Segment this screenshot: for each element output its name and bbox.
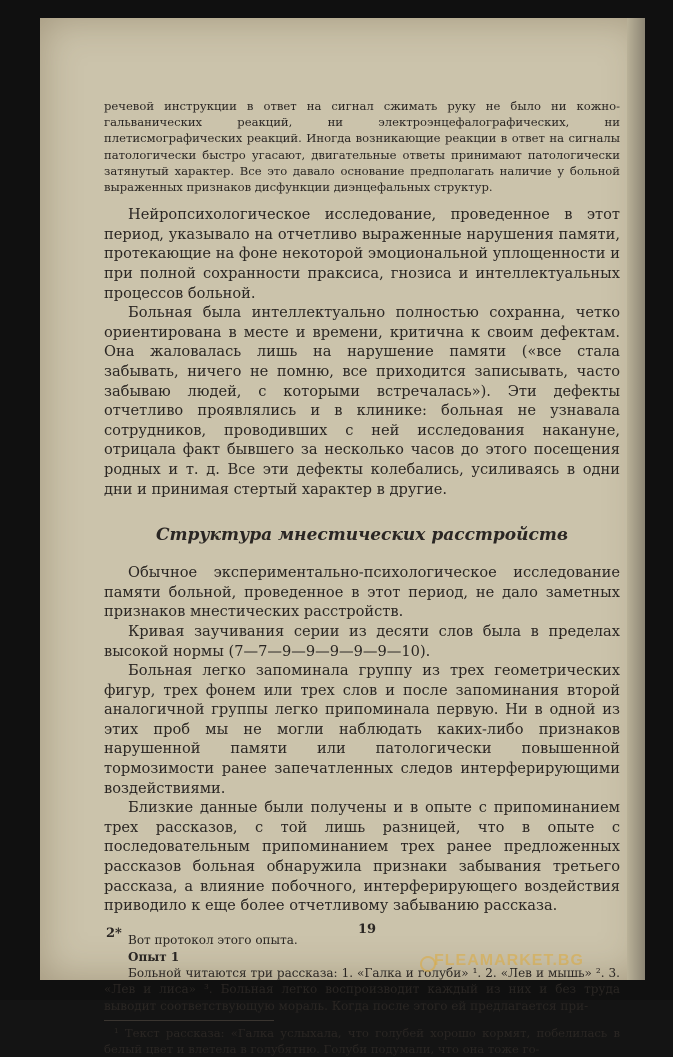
page-edge [627, 18, 645, 980]
watermark: FLEAMARKET.BG [434, 952, 584, 969]
experiment-title: Опыт 1 [128, 949, 180, 964]
paragraph-exam: Обычное экспериментально-психологическое исследование памяти больной, проведенное в этот период, не дало заметных признаков мнестических расстройств. [104, 564, 620, 621]
paragraph-curve: Кривая заучивания серии из десяти слов была в пределах высокой нормы (7—7—9—9—9—9—9—10). [104, 622, 620, 660]
top-paragraph: речевой инструкции в ответ на сигнал сжимать руку не было ни кожно-гальванических реакций, ни электроэнцефалографических, ни плетисмографических реакций. Иногда возникающие реакции в ответ на сигналы патологически быстро угасают, двигательные ответы принимают патологически затянутый характер. Все это давало основание предполагать наличие у больной выраженных признаков дисфункции диэнцефальных структур. [104, 99, 620, 195]
experiment-text: Больной читаются три рассказа: 1. «Галка и голуби» ¹. 2. «Лев и мышь» ². 3. «Лев и лиса» ³. Больная легко воспроизводит каждый из них и без труда выводит соответствующую мораль. Когда после этого ей предлагается при- [104, 965, 620, 1013]
paragraph-neuropsych: Нейропсихологическое исследование, проведенное в этот период, указывало на отчетливо выраженные нарушения памяти, протекающие на фоне некоторой эмоциональной уплощенности и при полной сохранности праксиса, гнозиса и интеллектуальных процессов больной. [104, 206, 620, 302]
paragraph-patient: Больная была интеллектуально полностью сохранна, четко ориентирована в месте и времени, критична к своим дефектам. Она жаловалась лишь на нарушение памяти («все стала забывать, ничего не помню, все приходится записывать, часто забываю людей, с которыми встречалась»). Эти дефекты отчетливо проявлялись и в клинике: больная не узнавала сотрудников, проводивших с ней исследования накануне, отрицала факт бывшего за несколько часов до этого посещения родных и т. д. Все эти дефекты колебались, усиливаясь в одни дни и принимая стертый характер в другие. [104, 304, 620, 498]
page-content [104, 98, 620, 1057]
footnote-divider [104, 1020, 274, 1021]
paragraph-stories: Близкие данные были получены и в опыте с припоминанием трех рассказов, с той лишь разницей, что в опыте с последовательным припоминанием трех ранее предложенных рассказов больная обнаружила признаки забывания третьего рассказа, а влияние побочного, интерферирующего воздействия приводило к еще более отчетливому забыванию рассказа. [104, 799, 620, 915]
page-number: 19 [358, 922, 377, 937]
protocol-intro: Вот протокол этого опыта. [128, 932, 298, 947]
book-page [40, 18, 645, 1057]
paragraph-figures: Больная легко запоминала группу из трех геометрических фигур, трех фонем или трех слов и после запоминания второй аналогичной группы легко припоминала первую. Ни в одной из этих проб мы не могли наблюдать каких-либо признаков нарушенной памяти или патологически повышенной тормозимости ранее запечатленных следов интерферирующими воздействиями. [104, 662, 620, 797]
footnote: ¹ Текст рассказа: «Галка услыхала, что голубей хорошо кормят, побелилась в белый цвет и влетела в голубятню. Голуби подумали, что она тоже го- [104, 1026, 620, 1057]
signature-mark: 2* [106, 926, 122, 941]
section-heading: Структура мнестических расстройств [155, 525, 569, 546]
